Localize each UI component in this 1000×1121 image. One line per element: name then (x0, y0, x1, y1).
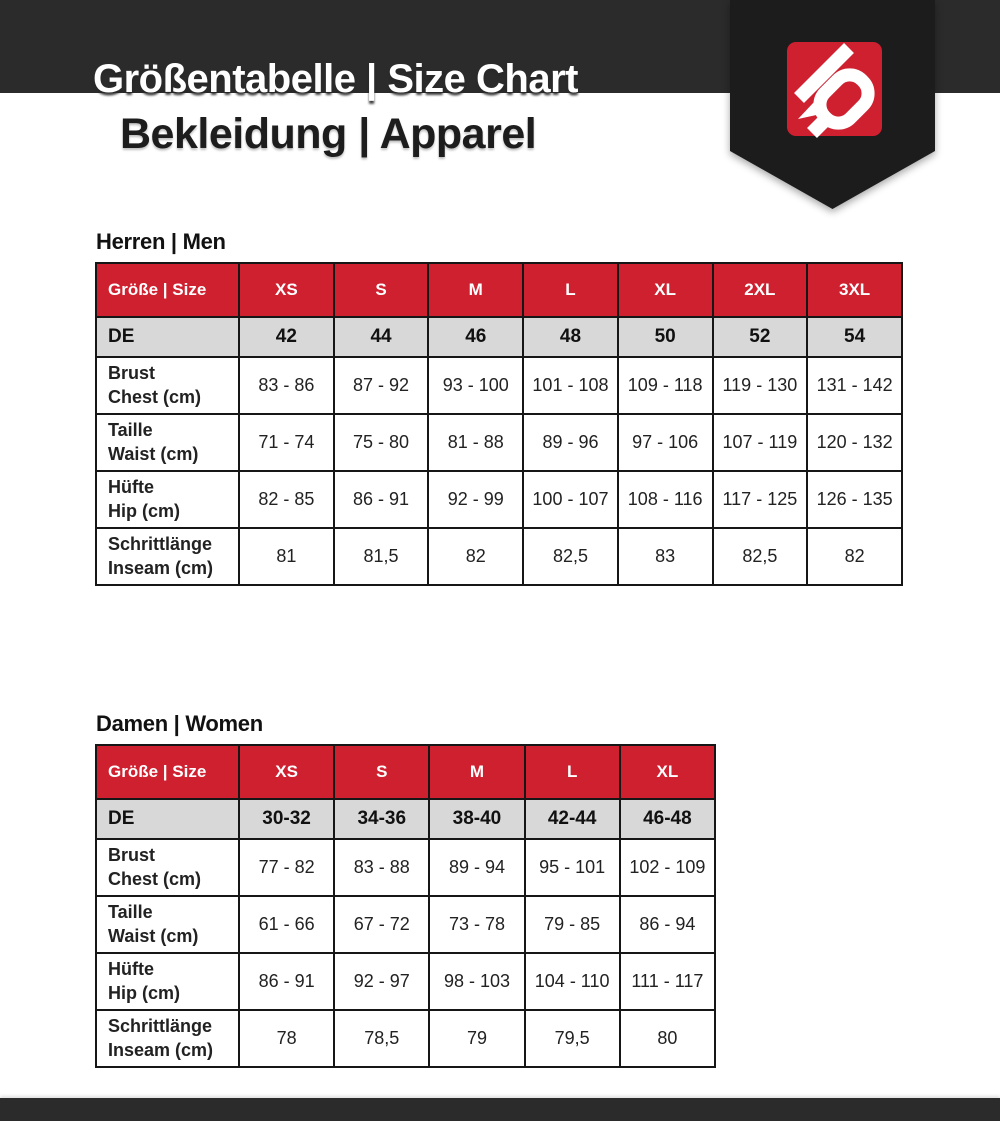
value-cell: 108 - 116 (618, 471, 713, 528)
row-label-cell (96, 1010, 239, 1067)
size-col-header: XS (239, 745, 334, 799)
label-de: Taille (108, 420, 153, 441)
label-de: Brust (108, 363, 156, 384)
size-col-header: M (429, 745, 524, 799)
value-cell: 83 - 86 (239, 357, 334, 414)
label-en: Hip (cm) (108, 500, 180, 521)
de-value-cell: 38-40 (429, 799, 524, 839)
value-cell: 83 - 88 (334, 839, 429, 896)
women-size-table (95, 744, 716, 1068)
label-de: Hüfte (108, 959, 154, 980)
value-cell: 81 (239, 528, 334, 585)
de-value-cell: 30-32 (239, 799, 334, 839)
value-cell: 131 - 142 (807, 357, 902, 414)
value-cell: 107 - 119 (713, 414, 808, 471)
value-cell: 81 - 88 (428, 414, 523, 471)
value-cell: 101 - 108 (523, 357, 618, 414)
size-header-cell: Größe | Size (96, 263, 239, 317)
value-cell: 111 - 117 (620, 953, 715, 1010)
value-cell: 79 (429, 1010, 524, 1067)
value-cell: 83 (618, 528, 713, 585)
value-cell: 82 (807, 528, 902, 585)
men-de-row (96, 317, 902, 357)
five-ten-logo-icon (787, 42, 882, 136)
de-value-cell: 42-44 (525, 799, 620, 839)
women-inseam-row (96, 1010, 715, 1067)
value-cell: 109 - 118 (618, 357, 713, 414)
value-cell: 73 - 78 (429, 896, 524, 953)
label-de: Brust (108, 845, 156, 866)
de-value-cell: 42 (239, 317, 334, 357)
value-cell: 82 (428, 528, 523, 585)
row-label-cell (96, 953, 239, 1010)
de-label-cell: DE (96, 799, 239, 839)
value-cell: 100 - 107 (523, 471, 618, 528)
de-value-cell: 54 (807, 317, 902, 357)
size-col-header: XL (618, 263, 713, 317)
row-label-cell (96, 896, 239, 953)
label-de: Taille (108, 902, 153, 923)
men-hip-row (96, 471, 902, 528)
value-cell: 77 - 82 (239, 839, 334, 896)
size-col-header: 3XL (807, 263, 902, 317)
women-hip-row (96, 953, 715, 1010)
size-col-header: L (525, 745, 620, 799)
de-value-cell: 34-36 (334, 799, 429, 839)
women-de-row (96, 799, 715, 839)
page-subtitle: Bekleidung | Apparel (120, 110, 537, 158)
row-label-cell (96, 839, 239, 896)
value-cell: 86 - 91 (334, 471, 429, 528)
value-cell: 98 - 103 (429, 953, 524, 1010)
size-col-header: 2XL (713, 263, 808, 317)
row-label-cell (96, 528, 239, 585)
de-value-cell: 50 (618, 317, 713, 357)
label-de: Hüfte (108, 477, 154, 498)
size-col-header: S (334, 263, 429, 317)
value-cell: 117 - 125 (713, 471, 808, 528)
value-cell: 82 - 85 (239, 471, 334, 528)
value-cell: 86 - 94 (620, 896, 715, 953)
bottom-bar (0, 1098, 1000, 1121)
size-col-header: XL (620, 745, 715, 799)
value-cell: 71 - 74 (239, 414, 334, 471)
value-cell: 61 - 66 (239, 896, 334, 953)
value-cell: 92 - 97 (334, 953, 429, 1010)
value-cell: 104 - 110 (525, 953, 620, 1010)
value-cell: 89 - 96 (523, 414, 618, 471)
size-header-cell: Größe | Size (96, 745, 239, 799)
value-cell: 95 - 101 (525, 839, 620, 896)
de-value-cell: 46-48 (620, 799, 715, 839)
value-cell: 78 (239, 1010, 334, 1067)
de-value-cell: 52 (713, 317, 808, 357)
value-cell: 81,5 (334, 528, 429, 585)
value-cell: 87 - 92 (334, 357, 429, 414)
men-inseam-row (96, 528, 902, 585)
value-cell: 86 - 91 (239, 953, 334, 1010)
label-en: Inseam (cm) (108, 1039, 214, 1060)
men-section-title: Herren | Men (96, 229, 226, 254)
value-cell: 78,5 (334, 1010, 429, 1067)
de-value-cell: 46 (428, 317, 523, 357)
value-cell: 67 - 72 (334, 896, 429, 953)
value-cell: 93 - 100 (428, 357, 523, 414)
women-waist-row (96, 896, 715, 953)
value-cell: 80 (620, 1010, 715, 1067)
value-cell: 126 - 135 (807, 471, 902, 528)
row-label-cell (96, 357, 239, 414)
de-value-cell: 48 (523, 317, 618, 357)
women-header-row (96, 745, 715, 799)
label-en: Waist (cm) (108, 443, 199, 464)
label-de: Schrittlänge (108, 1016, 213, 1037)
size-col-header: S (334, 745, 429, 799)
label-de: Schrittlänge (108, 534, 213, 555)
de-label-cell: DE (96, 317, 239, 357)
value-cell: 97 - 106 (618, 414, 713, 471)
value-cell: 82,5 (713, 528, 808, 585)
value-cell: 82,5 (523, 528, 618, 585)
label-en: Hip (cm) (108, 982, 180, 1003)
de-value-cell: 44 (334, 317, 429, 357)
value-cell: 75 - 80 (334, 414, 429, 471)
value-cell: 92 - 99 (428, 471, 523, 528)
label-en: Chest (cm) (108, 868, 202, 889)
value-cell: 120 - 132 (807, 414, 902, 471)
men-header-row (96, 263, 902, 317)
size-col-header: M (428, 263, 523, 317)
label-en: Chest (cm) (108, 386, 202, 407)
label-en: Inseam (cm) (108, 557, 214, 578)
value-cell: 79,5 (525, 1010, 620, 1067)
label-en: Waist (cm) (108, 925, 199, 946)
men-size-table (95, 262, 903, 586)
page-title: Größentabelle | Size Chart (93, 57, 578, 101)
women-section-title: Damen | Women (96, 711, 263, 736)
row-label-cell (96, 471, 239, 528)
value-cell: 119 - 130 (713, 357, 808, 414)
men-chest-row (96, 357, 902, 414)
value-cell: 102 - 109 (620, 839, 715, 896)
value-cell: 89 - 94 (429, 839, 524, 896)
men-waist-row (96, 414, 902, 471)
size-col-header: L (523, 263, 618, 317)
women-chest-row (96, 839, 715, 896)
value-cell: 79 - 85 (525, 896, 620, 953)
size-col-header: XS (239, 263, 334, 317)
row-label-cell (96, 414, 239, 471)
brand-pennant (720, 0, 945, 220)
